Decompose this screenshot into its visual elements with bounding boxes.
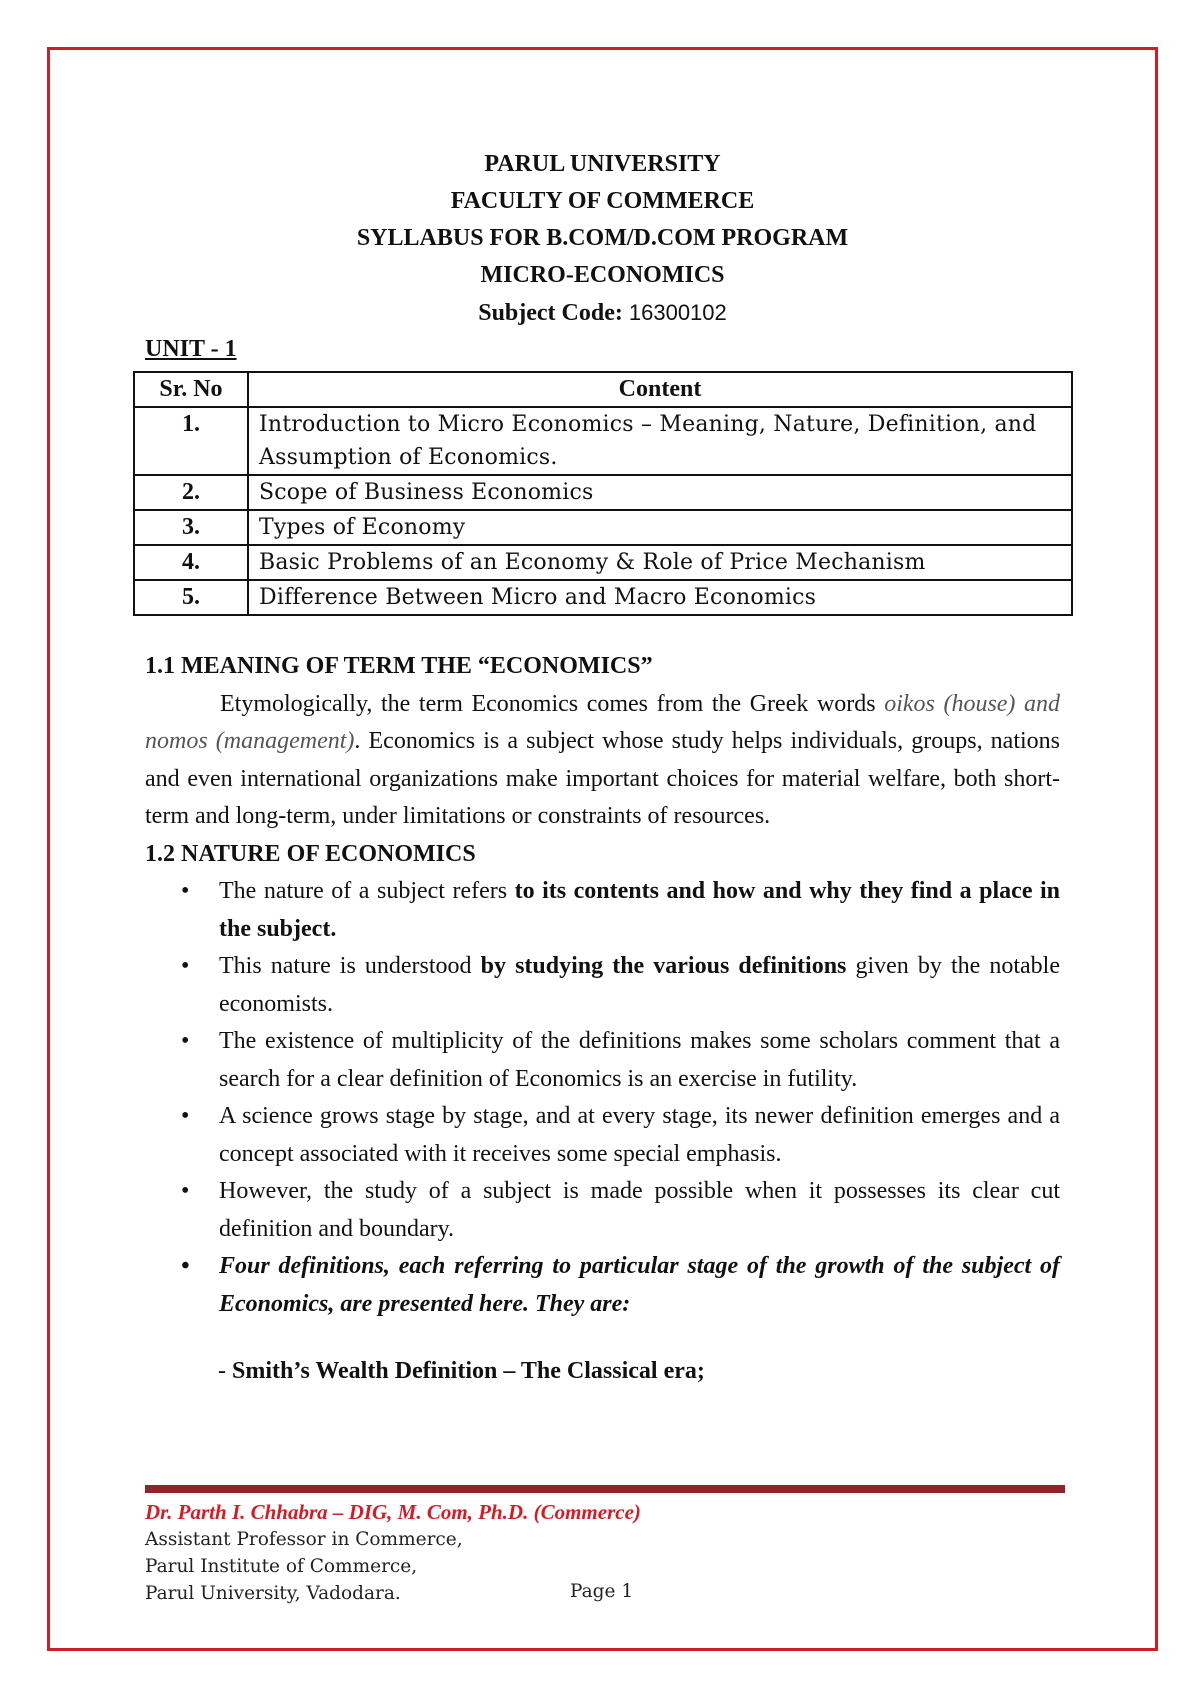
table-row	[134, 510, 1072, 545]
paragraph-text-end: . Economics is a subject whose study helps individuals, groups, nations and even international organizations make important choices for material welfare, both short-term and long-term, under limitations or constraints of resources.	[145, 728, 1060, 829]
bullet-text: The nature of a subject refers	[219, 878, 515, 904]
table-row	[134, 407, 1072, 475]
bullet-icon: •	[181, 1103, 190, 1129]
definition-item	[145, 1353, 1060, 1391]
bullet-icon: •	[181, 1028, 190, 1054]
page-number: Page 1	[570, 1581, 634, 1602]
subject-code	[145, 294, 1060, 332]
nature-bullet-list	[145, 873, 1060, 1323]
syllabus-title: SYLLABUS FOR B.COM/D.COM PROGRAM	[356, 225, 849, 251]
document-header	[145, 146, 1060, 364]
column-header-content: Content	[248, 372, 1072, 407]
unit-title: UNIT - 1	[145, 336, 237, 362]
footer-line-designation: Assistant Professor in Commerce,	[145, 1529, 463, 1550]
table-row	[134, 545, 1072, 580]
row-content: Difference Between Micro and Macro Economics	[248, 580, 1072, 615]
paragraph-text-start: Etymologically, the term Economics comes from the Greek words	[220, 690, 885, 717]
footer-divider	[145, 1485, 1065, 1493]
list-item	[145, 1023, 1060, 1098]
syllabus-table	[133, 371, 1073, 616]
bullet-bold-text: by studying the various definitions	[480, 953, 847, 979]
row-sr-no: 1.	[134, 407, 248, 475]
meaning-paragraph	[145, 686, 1060, 836]
row-sr-no: 3.	[134, 510, 248, 545]
table-row	[134, 475, 1072, 510]
list-item	[145, 873, 1060, 948]
bullet-text: Four definitions, each referring to particular stage of the growth of the subject of Economics, are presented here. They are:	[219, 1253, 1060, 1317]
row-sr-no: 2.	[134, 475, 248, 510]
paragraph-italic-terms: oikos (house) and nomos (management)	[145, 690, 1061, 754]
definition-dash: -	[218, 1358, 232, 1384]
bullet-text: given by the notable economists.	[219, 953, 1061, 1017]
footer-line-university: Parul University, Vadodara.	[145, 1583, 401, 1604]
row-content: Types of Economy	[248, 510, 1072, 545]
column-header-sr-no: Sr. No	[134, 372, 248, 407]
bullet-text: The existence of multiplicity of the definitions makes some scholars comment that a search for a clear definition of Economics is an exercise in futility.	[219, 1028, 1060, 1092]
footer	[145, 1499, 845, 1607]
bullet-icon: •	[181, 1178, 190, 1204]
bullet-icon: •	[181, 878, 190, 904]
subject-title: MICRO-ECONOMICS	[480, 262, 725, 288]
university-name: PARUL UNIVERSITY	[484, 151, 721, 177]
bullet-bold-text: to its contents and how and why they find a place in the subject.	[219, 878, 1061, 942]
faculty-name: FACULTY OF COMMERCE	[450, 188, 755, 214]
row-content: Basic Problems of an Economy & Role of Price Mechanism	[248, 545, 1072, 580]
bullet-icon: •	[181, 953, 190, 979]
bullet-text: A science grows stage by stage, and at every stage, its newer definition emerges and a concept associated with it receives some special emphasis.	[219, 1103, 1060, 1167]
row-sr-no: 4.	[134, 545, 248, 580]
subject-code-value: 16300102	[628, 300, 727, 325]
section-heading-nature: 1.2 NATURE OF ECONOMICS	[145, 840, 476, 867]
row-content: Introduction to Micro Economics – Meaning, Nature, Definition, and Assumption of Economics.	[248, 407, 1072, 475]
list-item	[145, 1098, 1060, 1173]
bullet-icon: •	[181, 1253, 190, 1279]
bullet-text: However, the study of a subject is made possible when it possesses its clear cut definition and boundary.	[219, 1178, 1060, 1242]
row-content: Scope of Business Economics	[248, 475, 1072, 510]
list-item	[145, 1248, 1060, 1323]
definition-text: Smith’s Wealth Definition – The Classical era;	[232, 1358, 705, 1384]
body-text	[145, 648, 1060, 1391]
footer-line-institute: Parul Institute of Commerce,	[145, 1556, 418, 1577]
subject-code-label: Subject Code:	[478, 300, 623, 326]
table-header-row	[134, 372, 1072, 407]
bullet-text: This nature is understood	[219, 953, 481, 979]
footer-author: Dr. Parth I. Chhabra – DIG, M. Com, Ph.D. (Commerce)	[145, 1500, 641, 1524]
section-heading-meaning: 1.1 MEANING OF TERM THE “ECONOMICS”	[145, 653, 653, 679]
list-item	[145, 948, 1060, 1023]
list-item	[145, 1173, 1060, 1248]
row-sr-no: 5.	[134, 580, 248, 615]
table-row	[134, 580, 1072, 615]
